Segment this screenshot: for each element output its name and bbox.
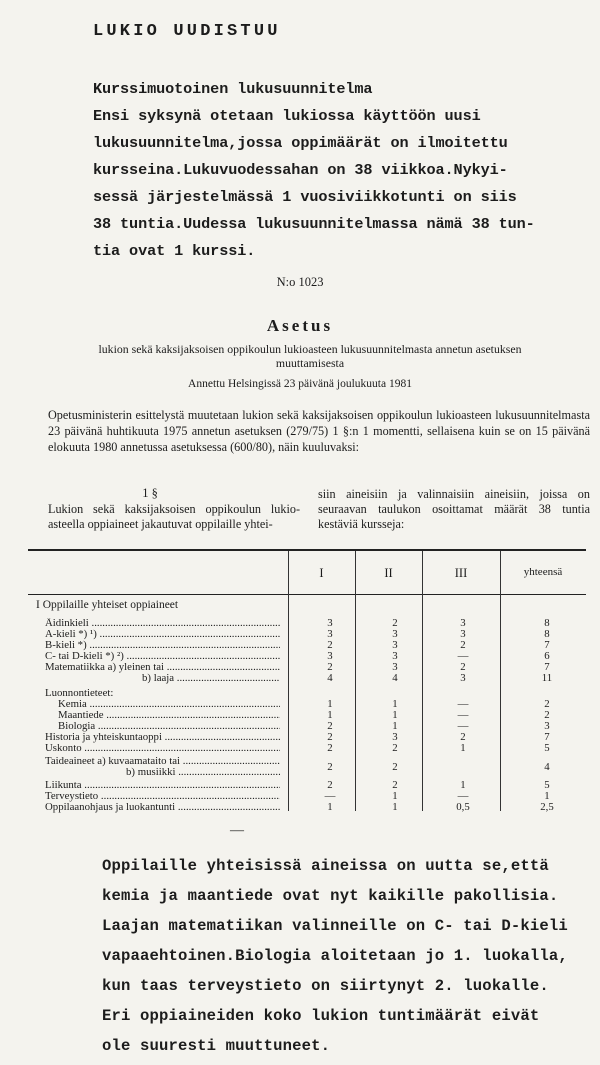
- cell: 2: [327, 731, 333, 743]
- cell: 2: [392, 742, 398, 754]
- cell: 2: [327, 639, 333, 651]
- cell: 1: [392, 709, 398, 721]
- table-row: [0, 640, 600, 651]
- row-label: C- tai D-kieli *) ²) .....: [45, 651, 280, 662]
- cell: 3: [392, 731, 398, 743]
- intro-line: sessä järjestelmässä 1 vuosiviikkotunti on siis: [93, 188, 517, 206]
- row-label: Terveystieto .....: [45, 791, 280, 802]
- cell: —: [457, 709, 469, 721]
- cell: 1: [327, 709, 333, 721]
- cell: 3: [392, 661, 398, 673]
- row-label: Historia ja yhteiskuntaoppi .....: [45, 732, 280, 743]
- cell: 1: [392, 698, 398, 710]
- row-label: B-kieli *) .....: [45, 640, 280, 651]
- column-header: II: [384, 566, 393, 580]
- cell: 1: [460, 779, 466, 791]
- row-label: Luonnontieteet:: [45, 688, 114, 699]
- intro-line: 38 tuntia.Uudessa lukusuunnitelmassa nämä 38 tun-: [93, 215, 535, 233]
- cell: 5: [544, 742, 550, 754]
- row-label: A-kieli *) ¹) .....: [45, 629, 280, 640]
- table-row: [0, 662, 600, 673]
- closing-line: vapaaehtoinen.Biologia aloitetaan jo 1. luokalla,: [102, 947, 568, 965]
- cell: 1: [460, 742, 466, 754]
- table-group-label: I Oppilaille yhteiset oppiaineet: [36, 599, 179, 611]
- cell: 11: [541, 672, 553, 684]
- cell: 2: [392, 779, 398, 791]
- cell: —: [457, 790, 469, 802]
- table-row: [0, 780, 600, 791]
- cell: 0,5: [456, 801, 470, 813]
- table-row: [0, 732, 600, 743]
- row-label: Äidinkieli .....: [45, 618, 280, 629]
- cell: 2: [327, 661, 333, 673]
- intro-line: Ensi syksynä otetaan lukiossa käyttöön uusi: [93, 107, 481, 125]
- cell: —: [324, 790, 336, 802]
- cell: 7: [544, 731, 550, 743]
- cell: —: [457, 650, 469, 662]
- table-row: [0, 743, 600, 754]
- cell: 3: [544, 720, 550, 732]
- decree-intro-paragraph: Opetusministerin esittelystä muutetaan lukion sekä kaksijaksoisen oppikoulun lukioasteen lukusuunnitelmasta 23 päivänä huhtikuuta 1975 annetun asetuksen (279/75) 1 §:n 1 momentti, sellaisena kuin se on 15 päivänä elokuuta 1980 annetussa asetuksessa (600/80), näin kuuluvaksi:: [48, 408, 590, 455]
- row-label: Oppilaanohjaus ja luokantunti .....: [45, 802, 280, 813]
- cell: 2: [392, 761, 398, 773]
- cell: 3: [392, 639, 398, 651]
- decree-title: Asetus: [266, 316, 334, 335]
- separator-dash: —: [230, 823, 244, 838]
- cell: 5: [544, 779, 550, 791]
- cell: 2: [327, 720, 333, 732]
- cell: 2: [460, 639, 466, 651]
- table-row: [0, 699, 600, 710]
- cell: 2: [327, 779, 333, 791]
- cell: 1: [327, 801, 333, 813]
- table-row: [0, 710, 600, 721]
- row-label: Liikunta .....: [45, 780, 280, 791]
- row-label: b) laaja .....: [142, 673, 280, 684]
- section-number: 1 §: [142, 486, 158, 500]
- table-header-rule: [28, 594, 586, 595]
- closing-line: Eri oppiaineiden koko lukion tuntimäärät eivät: [102, 1007, 540, 1025]
- column-header: III: [454, 566, 468, 580]
- cell: 3: [327, 617, 333, 629]
- table-row: [0, 791, 600, 802]
- decree-number: N:o 1023: [276, 275, 324, 289]
- cell: 7: [544, 639, 550, 651]
- row-label: Biologia .....: [58, 721, 280, 732]
- table-row: [0, 767, 600, 778]
- decree-date: Annettu Helsingissä 23 päivänä joulukuuta 1981: [188, 378, 412, 390]
- table-row: [0, 629, 600, 640]
- closing-line: Laajan matematiikan valinneille on C- tai D-kieli: [102, 917, 568, 935]
- table-row: [0, 802, 600, 813]
- cell: 2: [327, 742, 333, 754]
- closing-line: kemia ja maantiede ovat nyt kaikille pakollisia.: [102, 887, 559, 905]
- cell: 7: [544, 661, 550, 673]
- intro-line: tia ovat 1 kurssi.: [93, 242, 256, 260]
- cell: 2: [460, 731, 466, 743]
- table-row: [0, 618, 600, 629]
- cell: 3: [460, 672, 466, 684]
- cell: 3: [460, 628, 466, 640]
- section-text-left: Lukion sekä kaksijaksoisen oppikoulun lukioasteella oppiaineet jakautuvat oppilaille yhtei-: [48, 502, 300, 531]
- cell: 6: [544, 650, 550, 662]
- row-label: Matematiikka a) yleinen tai .....: [45, 662, 280, 673]
- closing-line: kun taas terveystieto on siirtynyt 2. luokalle.: [102, 977, 549, 995]
- section-text-right: siin aineisiin ja valinnaisiin aineisiin, joissa on seuraavan taulukon osoittamat määrät 38 tuntia kestäviä kursseja:: [318, 487, 590, 531]
- cell: 8: [544, 617, 550, 629]
- cell: 4: [392, 672, 398, 684]
- cell: —: [457, 698, 469, 710]
- row-label: Uskonto .....: [45, 743, 280, 754]
- cell: 8: [544, 628, 550, 640]
- table-row: [0, 688, 600, 699]
- intro-line: Kurssimuotoinen lukusuunnitelma: [93, 80, 373, 98]
- cell: 4: [327, 672, 333, 684]
- closing-line: ole suuresti muuttuneet.: [102, 1037, 331, 1055]
- cell: 1: [392, 790, 398, 802]
- closing-line: Oppilaille yhteisissä aineissa on uutta se,että: [102, 857, 549, 875]
- cell: 3: [392, 650, 398, 662]
- cell: 3: [392, 628, 398, 640]
- row-label: Taideaineet a) kuvaamataito tai .....: [45, 756, 280, 767]
- cell: 1: [544, 790, 550, 802]
- cell: 2: [544, 709, 550, 721]
- cell: 1: [392, 720, 398, 732]
- column-header: yhteensä: [523, 566, 563, 578]
- cell: 2: [392, 617, 398, 629]
- table-row: [0, 721, 600, 732]
- cell: 1: [392, 801, 398, 813]
- cell: —: [457, 720, 469, 732]
- cell: 3: [327, 628, 333, 640]
- table-row: [0, 651, 600, 662]
- cell: 3: [327, 650, 333, 662]
- row-label: b) musiikki .....: [126, 767, 280, 778]
- cell: 2,5: [540, 801, 554, 813]
- cell: 3: [460, 617, 466, 629]
- cell: 2: [460, 661, 466, 673]
- intro-line: kursseina.Lukuvuodessahan on 38 viikkoa.Nykyi-: [93, 161, 508, 179]
- decree-subtitle: lukion sekä kaksijaksoisen oppikoulun lukioasteen lukusuunnitelmasta annetun asetuksen muuttamisesta: [98, 342, 522, 370]
- cell: 1: [327, 698, 333, 710]
- table-row: [0, 673, 600, 684]
- cell: 2: [327, 761, 333, 773]
- table-top-rule: [28, 549, 586, 551]
- intro-line: lukusuunnitelma,jossa oppimäärät on ilmoitettu: [93, 134, 508, 152]
- cell: 4: [544, 761, 550, 773]
- row-label: Kemia .....: [58, 699, 280, 710]
- cell: 2: [544, 698, 550, 710]
- column-header: I: [319, 566, 324, 580]
- row-label: Maantiede .....: [58, 710, 280, 721]
- document-heading: LUKIO UUDISTUU: [93, 22, 281, 41]
